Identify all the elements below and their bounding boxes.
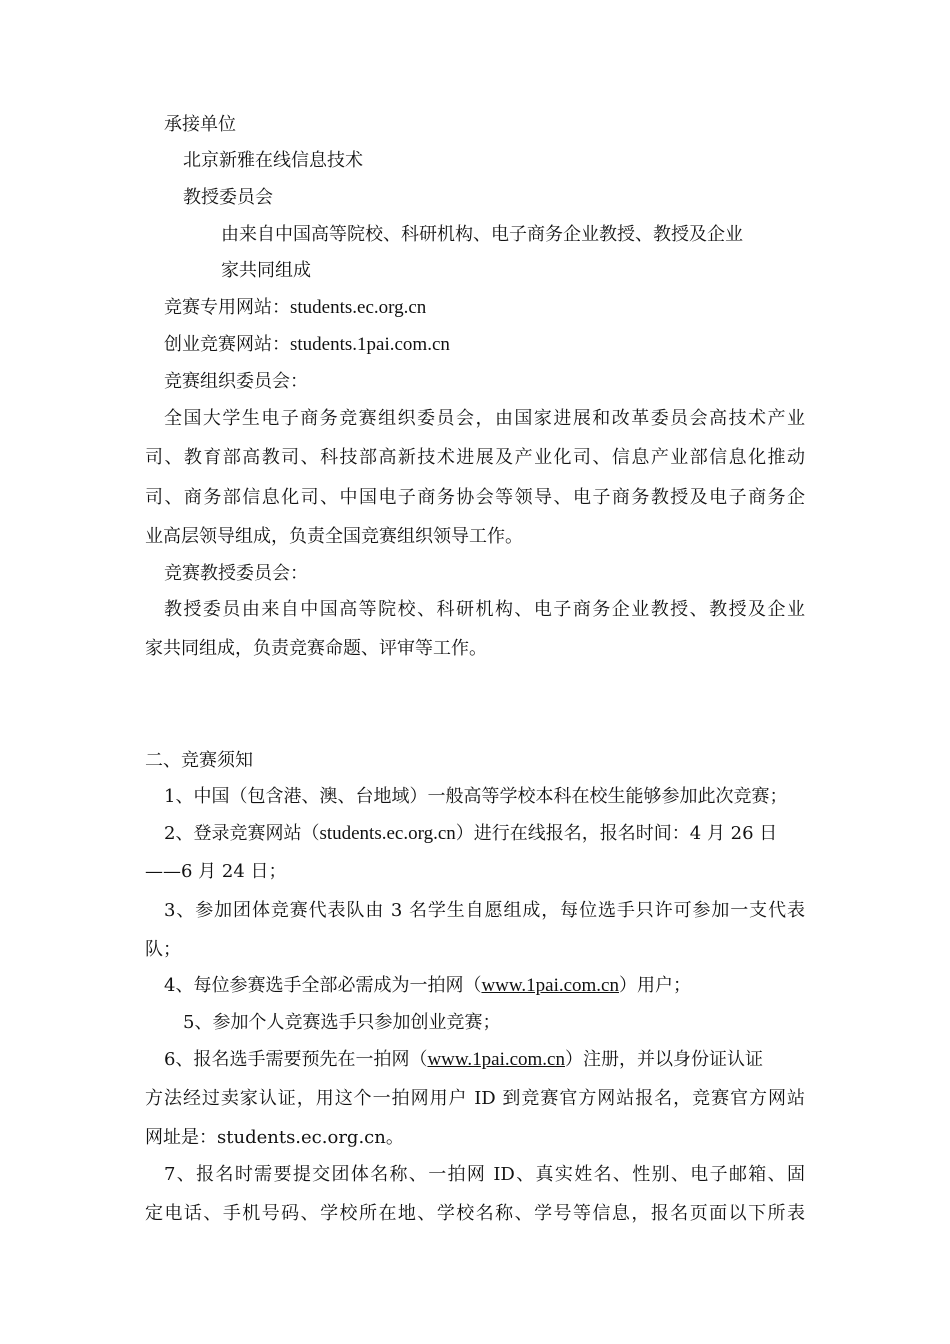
org-committee-line-3: 司、商务部信息化司、中国电子商务协会等领导、电子商务教授及电子商务企 bbox=[145, 487, 805, 508]
notice-item-7-line-1: 7、报名时需要提交团体名称、一拍网 ID、真实姓名、性别、电子邮箱、固 bbox=[164, 1164, 805, 1185]
expert-committee-line-1: 教授委员由来自中国高等院校、科研机构、电子商务企业教授、教授及企业 bbox=[164, 599, 805, 620]
notice-item-7-line-2: 定电话、手机号码、学校所在地、学校名称、学号等信息，报名页面以下所表 bbox=[145, 1203, 805, 1224]
notice-item-4-link[interactable]: www.1pai.com.cn bbox=[481, 975, 619, 996]
notice-item-3-line-2: 队； bbox=[145, 939, 181, 960]
notice-item-3-line-1: 3、参加团体竞赛代表队由 3 名学生自愿组成，每位选手只许可参加一支代表 bbox=[164, 900, 805, 921]
committee-heading: 教授委员会 bbox=[183, 187, 273, 208]
startup-website-line bbox=[164, 333, 450, 357]
notice-item-6-line-2: 方法经过卖家认证，用这个一拍网用户 ID 到竞赛官方网站报名，竞赛官方网站 bbox=[145, 1088, 805, 1109]
notice-item-6-text-b: ）注册，并以身份证认证 bbox=[565, 1049, 763, 1070]
notice-item-6-link[interactable]: www.1pai.com.cn bbox=[427, 1049, 565, 1070]
notice-item-2-text-b: ）进行在线报名，报名时间：4 月 26 日 bbox=[455, 823, 778, 844]
notice-item-4 bbox=[164, 974, 691, 998]
committee-desc-line-1: 由来自中国高等院校、科研机构、电子商务企业教授、教授及企业 bbox=[221, 224, 743, 245]
org-committee-line-4: 业高层领导组成，负责全国竞赛组织领导工作。 bbox=[145, 526, 523, 547]
notice-item-4-text-a: 4、每位参赛选手全部必需成为一拍网（ bbox=[164, 975, 482, 996]
org-committee-heading: 竞赛组织委员会： bbox=[164, 371, 308, 392]
notice-item-6-text-a: 6、报名选手需要预先在一拍网（ bbox=[164, 1049, 428, 1070]
notice-item-5: 5、参加个人竞赛选手只参加创业竞赛； bbox=[183, 1012, 501, 1033]
committee-desc-line-2: 家共同组成 bbox=[221, 260, 311, 281]
contest-website-label: 竞赛专用网站： bbox=[164, 297, 290, 318]
contest-website-line bbox=[164, 296, 426, 320]
notice-item-4-text-b: ）用户； bbox=[619, 975, 691, 996]
expert-committee-line-2: 家共同组成，负责竞赛命题、评审等工作。 bbox=[145, 638, 487, 659]
notice-item-2-line-1 bbox=[164, 822, 777, 846]
org-committee-line-2: 司、教育部高教司、科技部高新技术进展及产业化司、信息产业部信息化推动 bbox=[145, 447, 805, 468]
organizer-company: 北京新雅在线信息技术 bbox=[183, 150, 363, 171]
notice-item-6-line-1 bbox=[164, 1048, 763, 1072]
expert-committee-heading: 竞赛教授委员会： bbox=[164, 563, 308, 584]
notice-item-1: 1、中国（包含港、澳、台地域）一般高等学校本科在校生能够参加此次竞赛； bbox=[164, 786, 788, 807]
contest-website-url: students.ec.org.cn bbox=[290, 297, 427, 318]
notice-item-2-line-2: ——6 月 24 日； bbox=[145, 861, 287, 882]
organizer-heading: 承接单位 bbox=[164, 114, 236, 135]
notice-item-2-url: students.ec.org.cn bbox=[319, 823, 456, 844]
startup-website-url: students.1pai.com.cn bbox=[290, 334, 450, 355]
org-committee-line-1: 全国大学生电子商务竞赛组织委员会，由国家进展和改革委员会高技术产业 bbox=[164, 408, 805, 429]
notice-item-6-line-3: 网址是：students.ec.org.cn。 bbox=[145, 1127, 404, 1148]
notice-item-2-text-a: 2、登录竞赛网站（ bbox=[164, 823, 320, 844]
notice-heading: 二、竞赛须知 bbox=[145, 750, 253, 771]
startup-website-label: 创业竞赛网站： bbox=[164, 334, 290, 355]
